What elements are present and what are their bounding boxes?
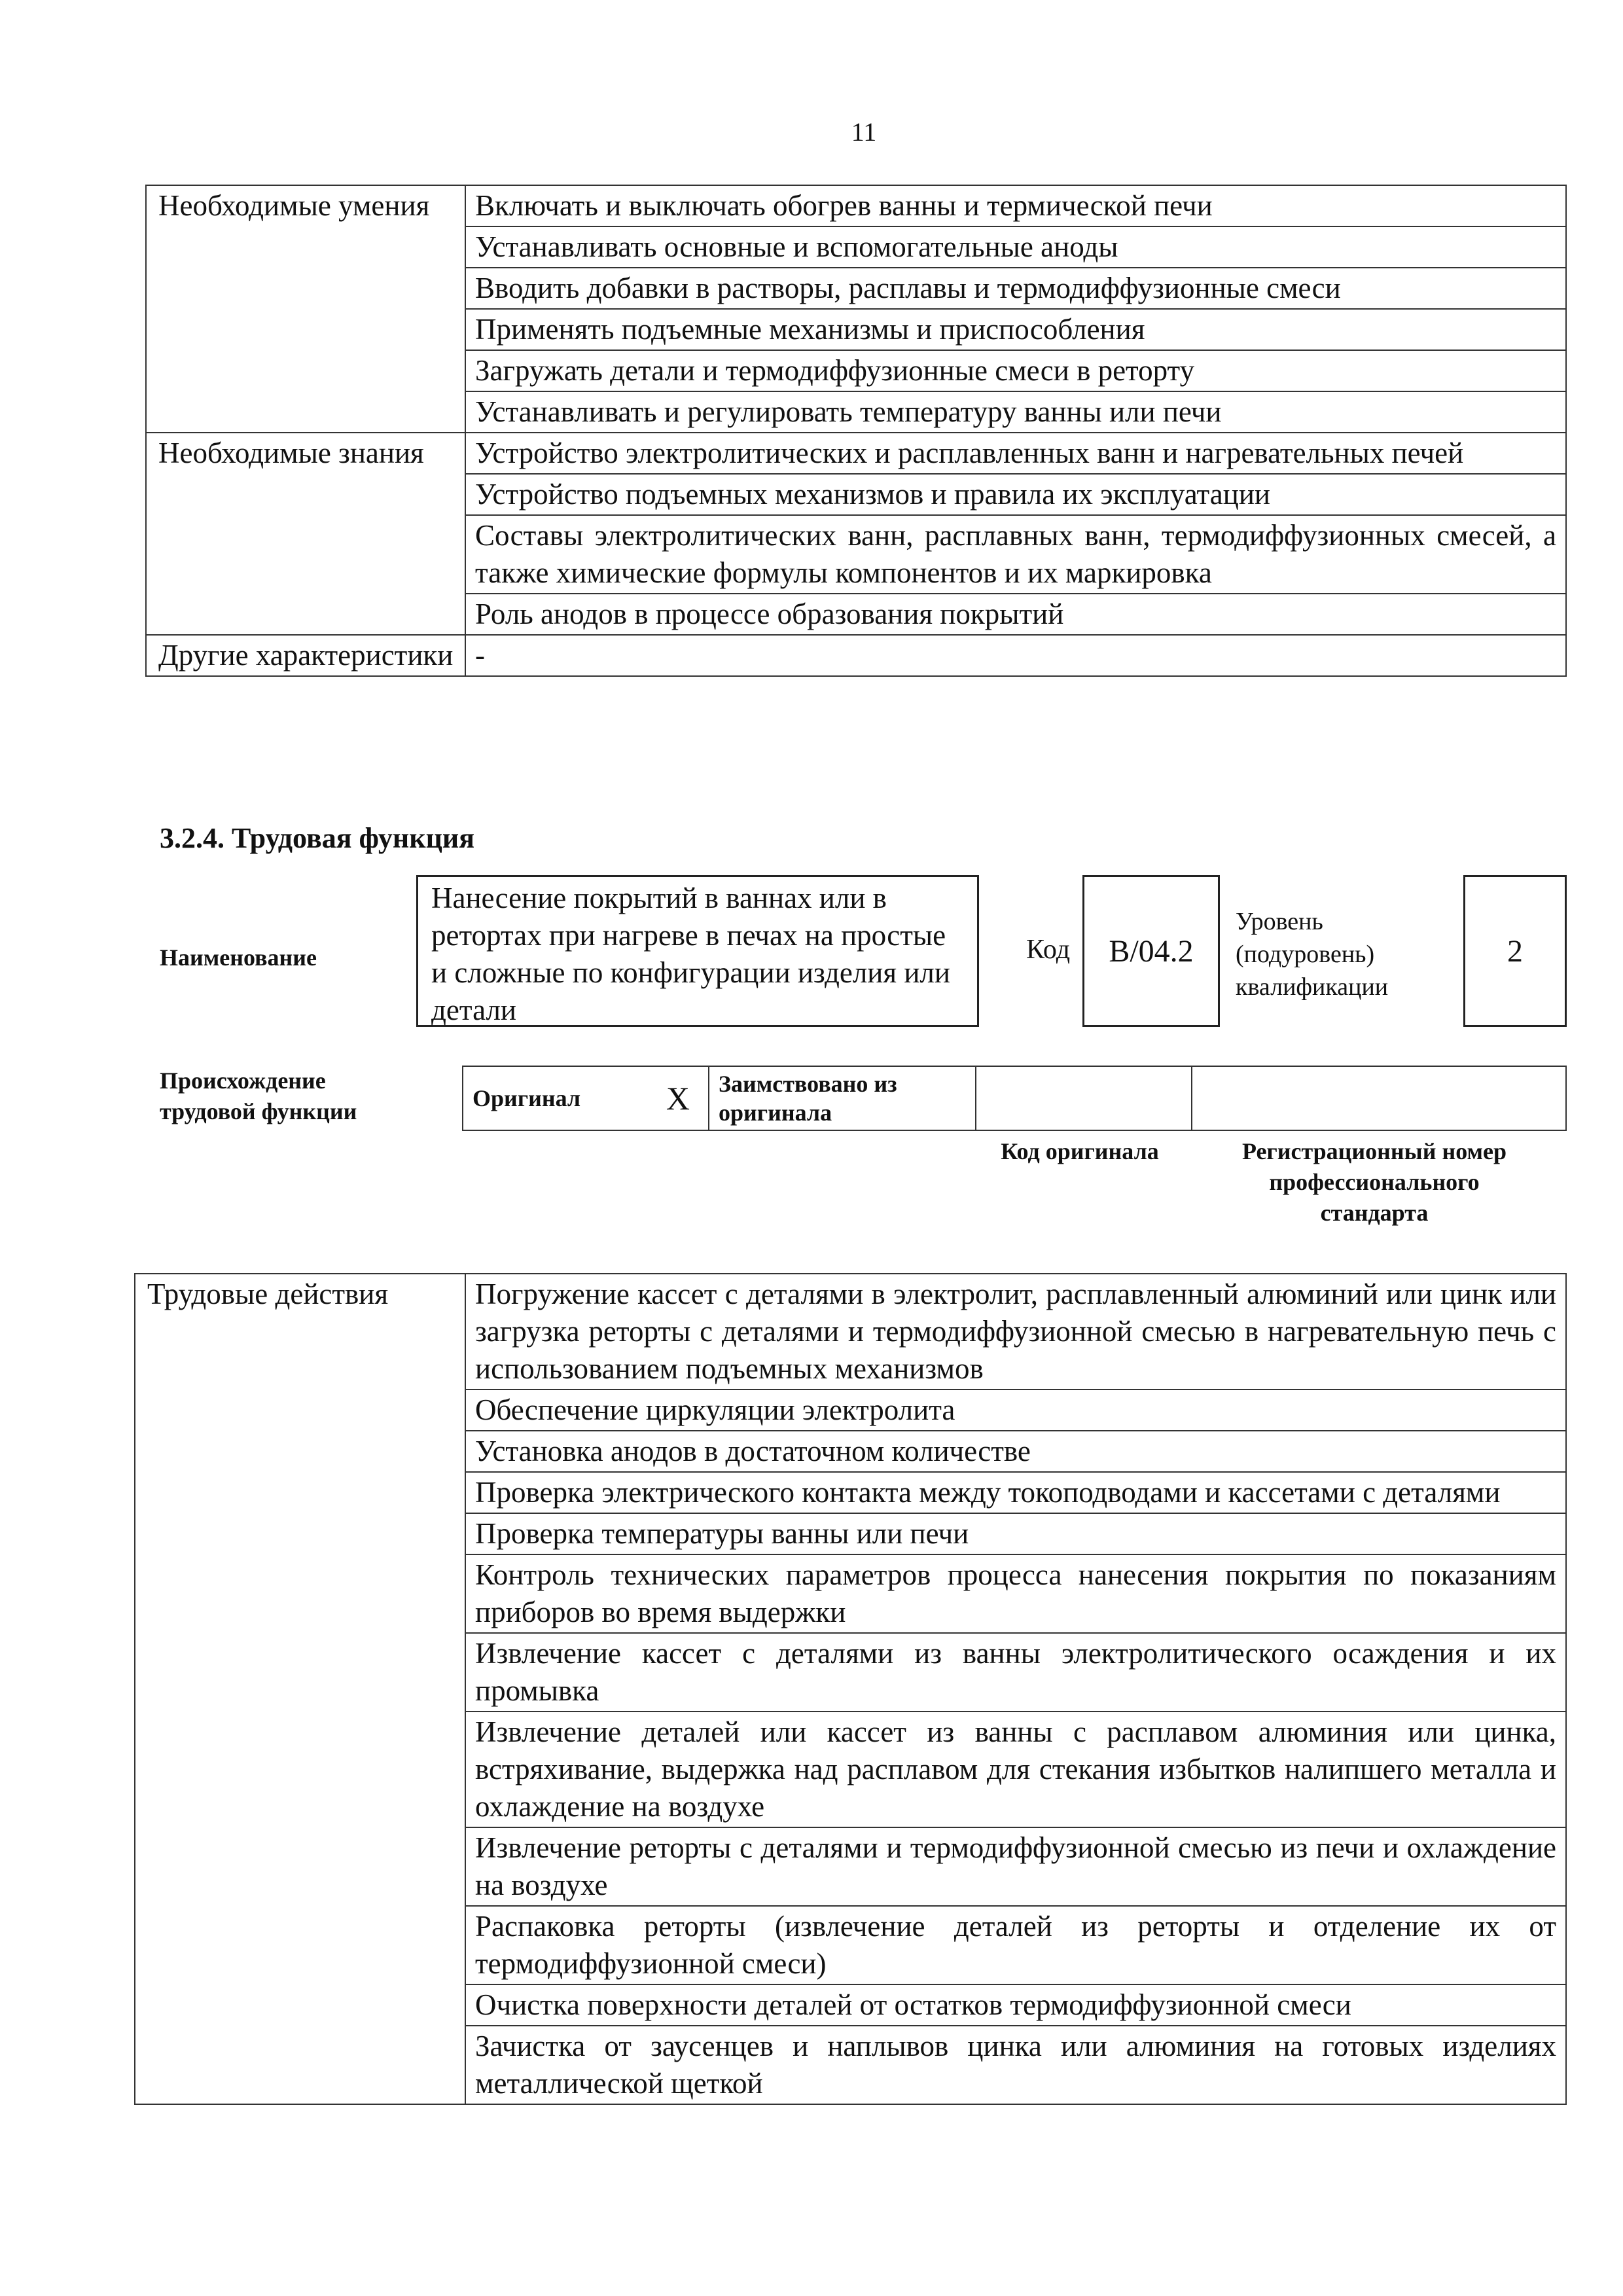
table-row — [463, 1066, 1566, 1130]
knowledge-item: Составы электролитических ванн, расплавных ванн, термодиффузионных смесей, а также химические формулы компонентов и их маркировка — [465, 515, 1566, 594]
other-value: - — [465, 635, 1566, 676]
action-item: Извлечение реторты с деталями и термодиффузионной смесью из печи и охлаждение на воздухе — [465, 1827, 1566, 1906]
action-item: Зачистка от заусенцев и наплывов цинка или алюминия на готовых изделиях металлической щеткой — [465, 2026, 1566, 2104]
table-row — [135, 1274, 1566, 1390]
page-number: 11 — [851, 117, 877, 147]
other-label: Другие характеристики — [146, 635, 465, 676]
caption-reg-number: Регистрационный номер профессионального стандарта — [1241, 1138, 1507, 1226]
action-item: Распаковка реторты (извлечение деталей из реторты и отделение их от термодиффузионной смеси) — [465, 1906, 1566, 1984]
action-item: Погружение кассет с деталями в электролит, расплавленный алюминий или цинк или загрузка реторты с деталями и термодиффузионной смесью в нагревательную печь с использованием подъемных механизмов — [465, 1274, 1566, 1390]
action-item: Извлечение деталей или кассет из ванны с расплавом алюминия или цинка, встряхивание, выдержка над расплавом для стекания избытков налипшего металла и охлаждение на воздухе — [465, 1712, 1566, 1827]
knowledge-label: Необходимые знания — [146, 433, 465, 635]
caption-original-code: Код оригинала — [1001, 1138, 1159, 1164]
action-item: Контроль технических параметров процесса нанесения покрытия по показаниям приборов во время выдержки — [465, 1554, 1566, 1633]
skills-label: Необходимые умения — [146, 185, 465, 433]
origin-table — [462, 1066, 1567, 1131]
skill-item: Загружать детали и термодиффузионные смеси в реторту — [465, 350, 1566, 391]
original-cell — [463, 1066, 709, 1130]
name-label: Наименование — [160, 944, 317, 971]
table-row — [146, 185, 1566, 226]
knowledge-item: Устройство подъемных механизмов и правила их эксплуатации — [465, 474, 1566, 515]
action-item: Очистка поверхности деталей от остатков термодиффузионной смеси — [465, 1984, 1566, 2026]
original-mark: X — [666, 1080, 690, 1117]
table-row — [146, 635, 1566, 676]
skill-item: Устанавливать основные и вспомогательные аноды — [465, 226, 1566, 268]
code-label: Код — [1026, 935, 1071, 965]
skill-item: Устанавливать и регулировать температуру ванны или печи — [465, 391, 1566, 433]
action-item: Установка анодов в достаточном количестве — [465, 1431, 1566, 1472]
knowledge-item: Устройство электролитических и расплавленных ванн и нагревательных печей — [465, 433, 1566, 474]
origin-label: Происхождение трудовой функции — [160, 1067, 357, 1124]
action-item: Извлечение кассет с деталями из ванны электролитического осаждения и их промывка — [465, 1633, 1566, 1712]
actions-table — [134, 1273, 1567, 2105]
level-label: Уровень (подуровень) квалификации — [1236, 908, 1389, 1001]
actions-label: Трудовые действия — [135, 1274, 465, 2104]
code-value-box: B/04.2 — [1082, 875, 1220, 1027]
requirements-table — [145, 185, 1567, 677]
table-row — [146, 433, 1566, 474]
original-code-cell — [976, 1066, 1192, 1130]
original-label: Оригинал — [473, 1085, 581, 1111]
skill-item: Вводить добавки в растворы, расплавы и термодиффузионные смеси — [465, 268, 1566, 309]
section-title: 3.2.4. Трудовая функция — [160, 822, 475, 854]
reg-number-cell — [1192, 1066, 1566, 1130]
skill-item: Включать и выключать обогрев ванны и термической печи — [465, 185, 1566, 226]
borrowed-label: Заимствовано из оригинала — [709, 1066, 976, 1130]
level-value-box: 2 — [1463, 875, 1567, 1027]
action-item: Проверка температуры ванны или печи — [465, 1513, 1566, 1554]
skill-item: Применять подъемные механизмы и приспособления — [465, 309, 1566, 350]
function-name-box: Нанесение покрытий в ваннах или в ретортах при нагреве в печах на простые и сложные по конфигурации изделия или детали — [416, 875, 979, 1027]
action-item: Обеспечение циркуляции электролита — [465, 1390, 1566, 1431]
action-item: Проверка электрического контакта между токоподводами и кассетами с деталями — [465, 1472, 1566, 1513]
knowledge-item: Роль анодов в процессе образования покрытий — [465, 594, 1566, 635]
